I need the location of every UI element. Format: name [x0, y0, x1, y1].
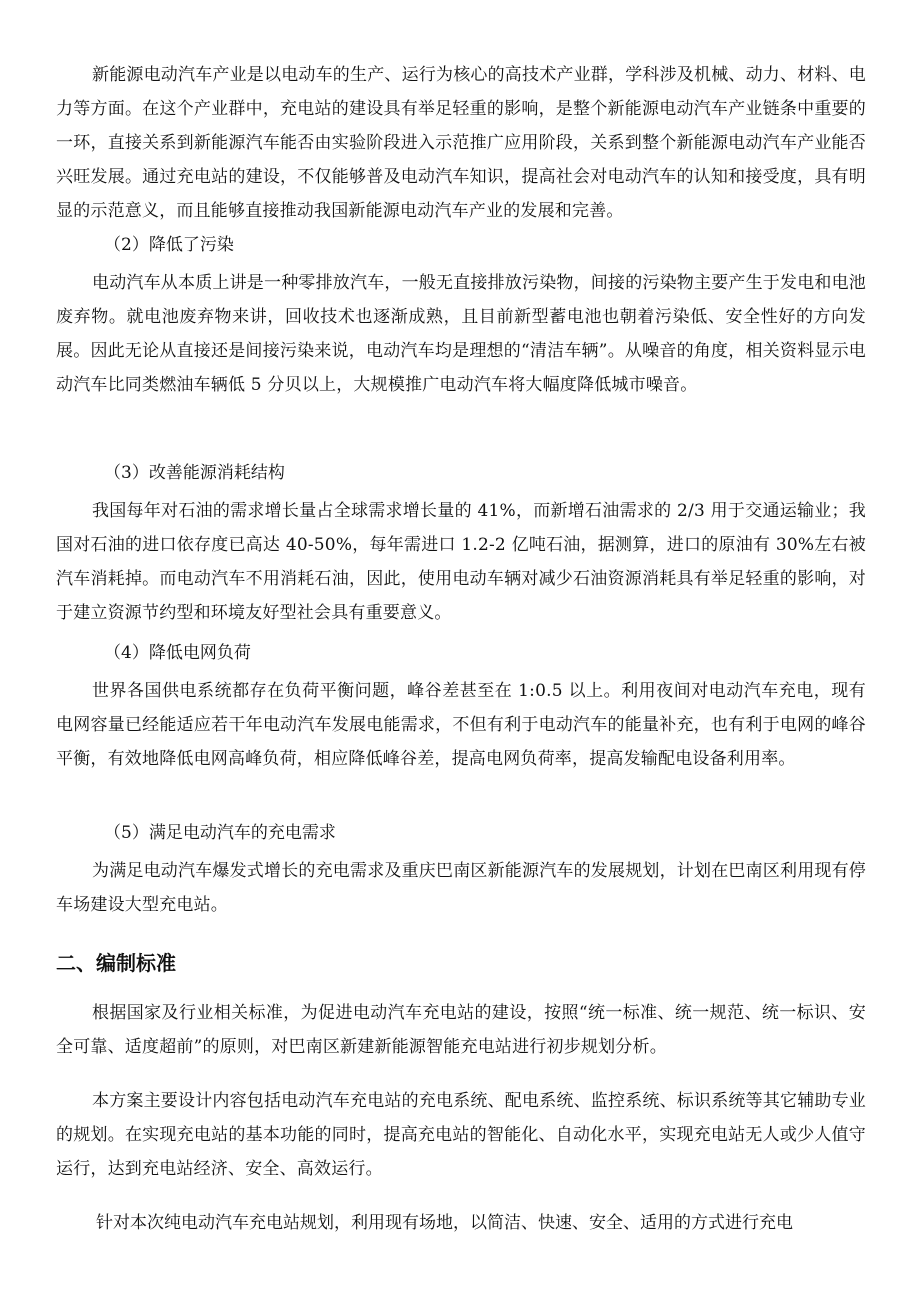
subheading-charging-demand: （5）满足电动汽车的充电需求 [104, 823, 336, 843]
subheading-grid-load: （4）降低电网负荷 [104, 643, 251, 663]
paragraph-design-scope: 本方案主要设计内容包括电动汽车充电站的充电系统、配电系统、监控系统、标识系统等其它辅助专业的规划。在实现充电站的基本功能的同时，提高充电站的智能化、自动化水平，实现充电站无人或少人值守运行，达到充电站经济、安全、高效运行。 [56, 1091, 866, 1179]
paragraph-site-plan: 针对本次纯电动汽车充电站规划，利用现有场地，以简洁、快速、安全、适用的方式进行充电 [96, 1213, 793, 1233]
paragraph-standards: 根据国家及行业相关标准，为促进电动汽车充电站的建设，按照“统一标准、统一规范、统一标识、安全可靠、适度超前”的原则，对巴南区新建新能源智能充电站进行初步规划分析。 [56, 1003, 866, 1057]
paragraph-industry-intro: 新能源电动汽车产业是以电动车的生产、运行为核心的高技术产业群，学科涉及机械、动力、材料、电力等方面。在这个产业群中，充电站的建设具有举足轻重的影响，是整个新能源电动汽车产业链条中重要的一环，直接关系到新能源汽车能否由实验阶段进入示范推广应用阶段，关系到整个新能源电动汽车产业能否兴旺发展。通过充电站的建设，不仅能够普及电动汽车知识，提高社会对电动汽车的认知和接受度，具有明显的示范意义，而且能够直接推动我国新能源电动汽车产业的发展和完善。 [56, 65, 866, 221]
paragraph-grid-load: 世界各国供电系统都存在负荷平衡问题，峰谷差甚至在 1:0.5 以上。利用夜间对电动汽车充电，现有电网容量已经能适应若干年电动汽车发展电能需求，不但有利于电动汽车的能量补充，也有利于电网的峰谷平衡，有效地降低电网高峰负荷，相应降低峰谷差，提高电网负荷率，提高发输配电设备利用率。 [56, 681, 866, 769]
subheading-energy-structure: （3）改善能源消耗结构 [104, 463, 285, 483]
section-heading-standards: 二、编制标准 [56, 951, 176, 975]
subheading-reduce-pollution: （2）降低了污染 [104, 235, 234, 255]
paragraph-pollution: 电动汽车从本质上讲是一种零排放汽车，一般无直接排放污染物，间接的污染物主要产生于发电和电池废弃物。就电池废弃物来讲，回收技术也逐渐成熟，且目前新型蓄电池也朝着污染低、安全性好的方向发展。因此无论从直接还是间接污染来说，电动汽车均是理想的“清洁车辆”。从噪音的角度，相关资料显示电动汽车比同类燃油车辆低 5 分贝以上，大规模推广电动汽车将大幅度降低城市噪音。 [56, 273, 866, 395]
paragraph-charging-demand: 为满足电动汽车爆发式增长的充电需求及重庆巴南区新能源汽车的发展规划，计划在巴南区利用现有停车场建设大型充电站。 [56, 861, 866, 915]
paragraph-energy-structure: 我国每年对石油的需求增长量占全球需求增长量的 41%，而新增石油需求的 2/3 用于交通运输业；我国对石油的进口依存度已高达 40-50%，每年需进口 1.2-2 亿吨石油，据测算，进口的原油有 30%左右被汽车消耗掉。而电动汽车不用消耗石油，因此，使用电动车辆对减少石油资源消耗具有举足轻重的影响，对于建立资源节约型和环境友好型社会具有重要意义。 [56, 501, 866, 623]
